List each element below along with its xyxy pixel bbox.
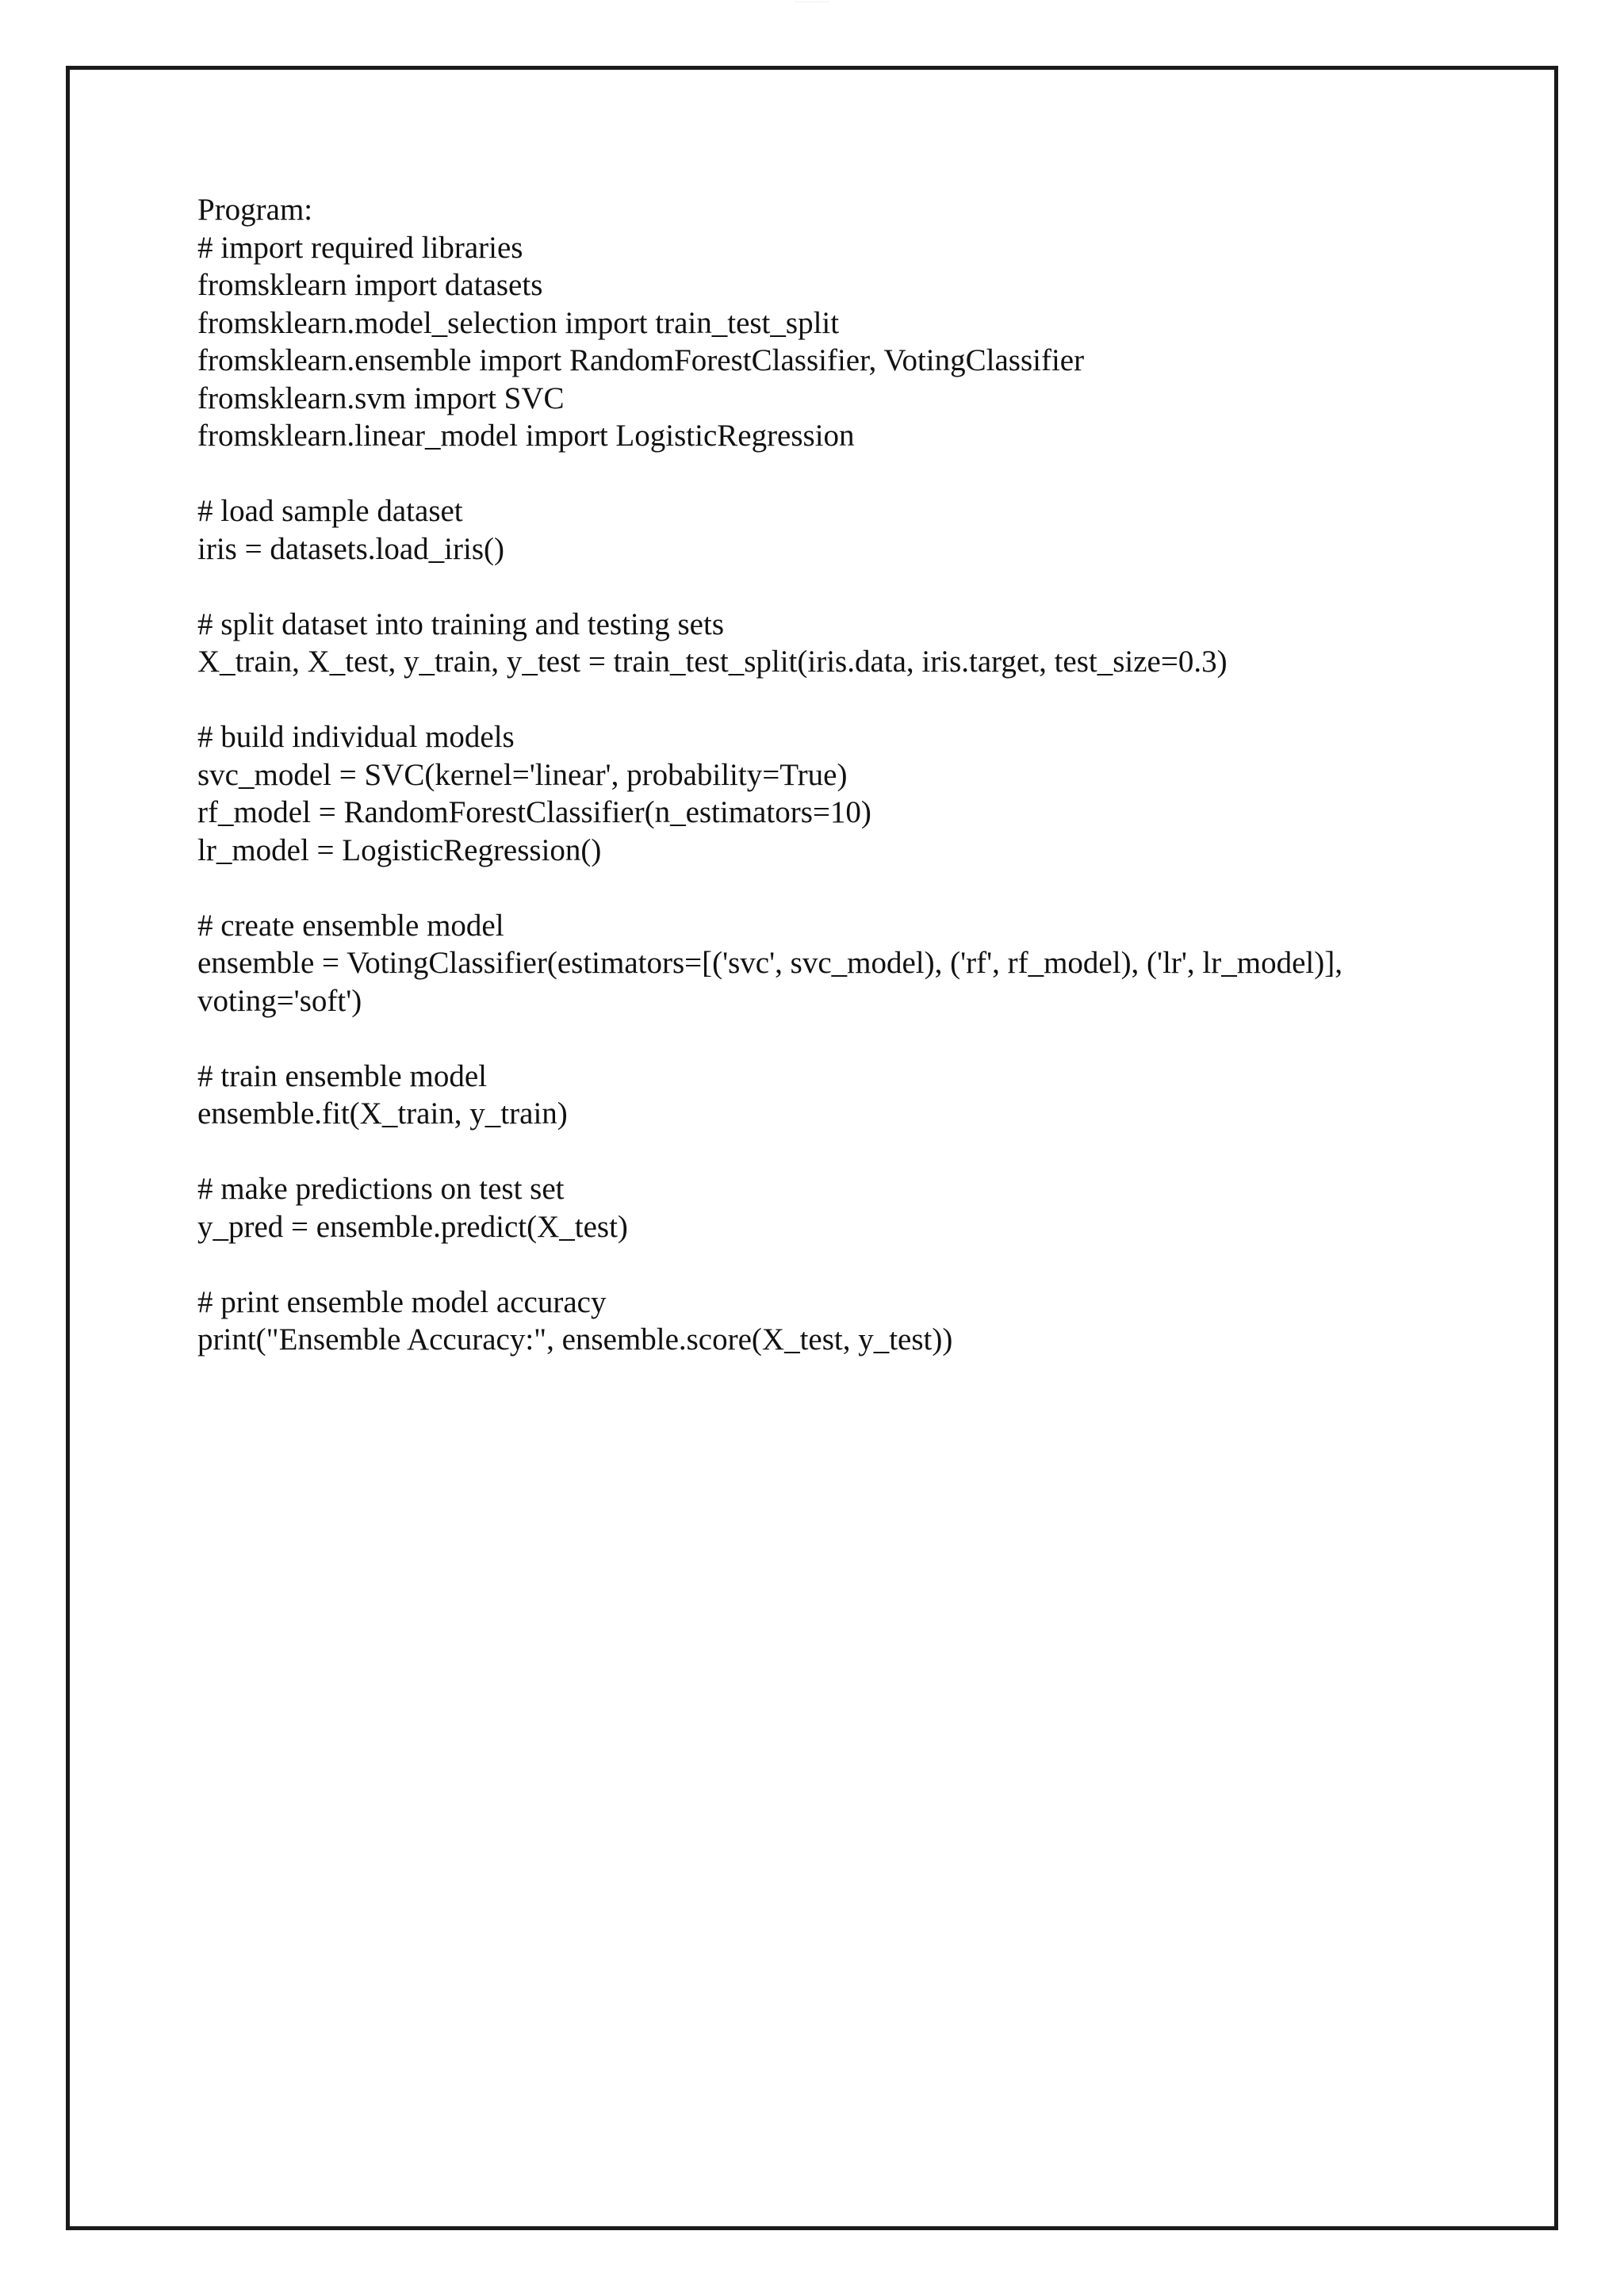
code-line: fromsklearn.svm import SVC [197, 381, 565, 415]
code-line: # create ensemble model [197, 908, 504, 943]
code-line: svc_model = SVC(kernel='linear', probability=True) [197, 757, 848, 792]
code-line: fromsklearn.linear_model import LogisticRegression [197, 419, 855, 453]
program-listing [197, 191, 1498, 1359]
code-line: fromsklearn.model_selection import train_test_split [197, 305, 840, 340]
code-line: # import required libraries [197, 230, 523, 265]
code-line: # split dataset into training and testing sets [197, 607, 724, 641]
program-heading: Program: [197, 193, 313, 227]
code-line: iris = datasets.load_iris() [197, 531, 504, 566]
code-line: rf_model = RandomForestClassifier(n_estimators=10) [197, 795, 871, 829]
code-line: y_pred = ensemble.predict(X_test) [197, 1209, 628, 1244]
code-line: # build individual models [197, 720, 515, 754]
blank-line [197, 681, 1498, 719]
code-line: X_train, X_test, y_train, y_test = train_test_split(iris.data, iris.target, test_size=0.3) [197, 645, 1228, 679]
code-line: fromsklearn import datasets [197, 268, 543, 302]
code-line: ensemble.fit(X_train, y_train) [197, 1096, 568, 1131]
blank-line [197, 1133, 1498, 1171]
blank-line [197, 1246, 1498, 1284]
code-line: # make predictions on test set [197, 1172, 565, 1206]
code-line: voting='soft') [197, 983, 362, 1018]
code-line: # train ensemble model [197, 1058, 487, 1093]
code-line: fromsklearn.ensemble import RandomForestClassifier, VotingClassifier [197, 343, 1085, 377]
code-line: lr_model = LogisticRegression() [197, 832, 602, 867]
code-line: # print ensemble model accuracy [197, 1284, 607, 1319]
code-line: print("Ensemble Accuracy:", ensemble.score(X_test, y_test)) [197, 1322, 953, 1357]
code-line: ensemble = VotingClassifier(estimators=[('svc', svc_model), ('rf', rf_model), ('lr', lr_model)], [197, 946, 1342, 980]
blank-line [197, 1020, 1498, 1058]
page-header-mark: ································· [795, 0, 829, 4]
blank-line [197, 568, 1498, 606]
code-line: # load sample dataset [197, 494, 463, 528]
blank-line [197, 869, 1498, 907]
blank-line [197, 455, 1498, 493]
